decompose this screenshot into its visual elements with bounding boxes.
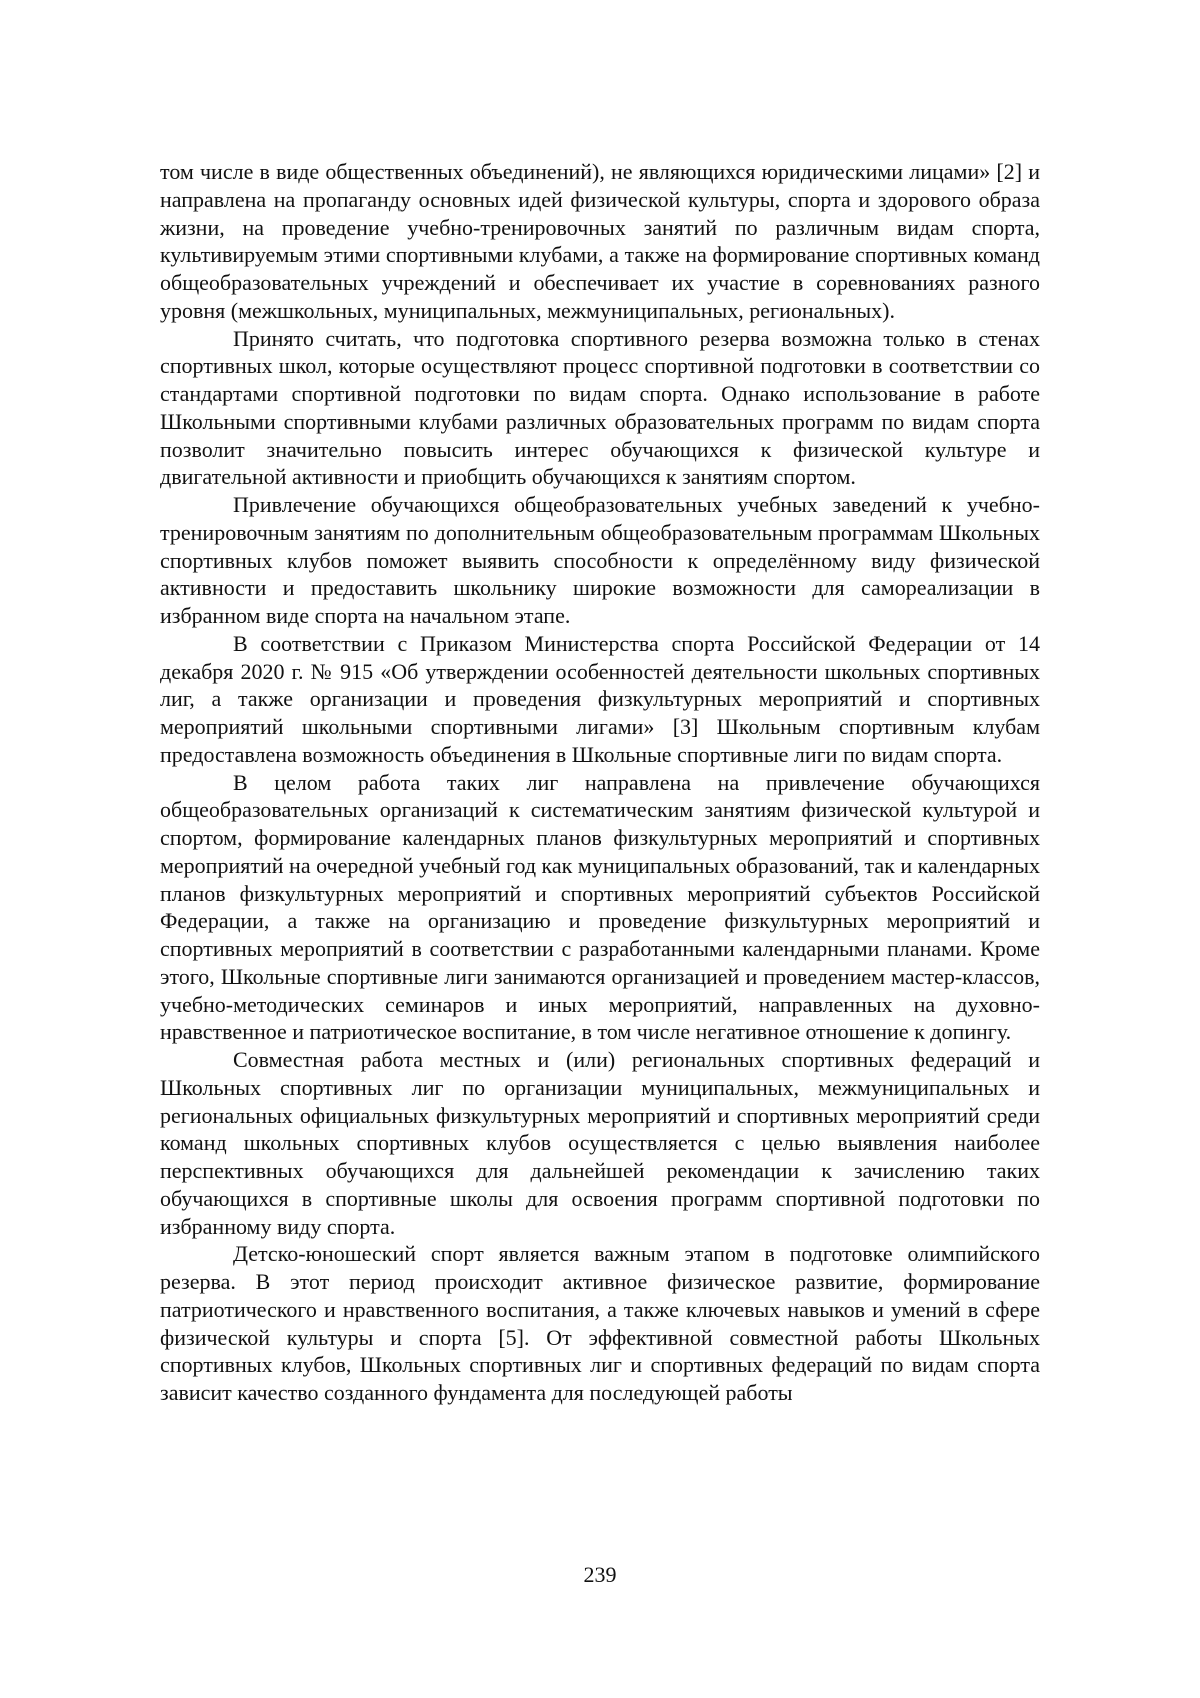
paragraph: Детско-юношеский спорт является важным этапом в подготовке олимпийского резерва. В этот период происходит активное физическое развитие, формирование патриотического и нравственного воспитания, а также ключевых навыков и умений в сфере физической культуры и спорта [5]. От эффективной совместной работы Школьных спортивных клубов, Школьных спортивных лиг и спортивных федераций по видам спорта зависит качество созданного фундамента для последующей работы xyxy=(160,1240,1040,1407)
paragraph: Принято считать, что подготовка спортивного резерва возможна только в стенах спортивных школ, которые осуществляют процесс спортивной подготовки в соответствии со стандартами спортивной подготовки по видам спорта. Однако использование в работе Школьными спортивными клубами различных образовательных программ по видам спорта позволит значительно повысить интерес обучающихся к физической культуре и двигательной активности и приобщить обучающихся к занятиям спортом. xyxy=(160,325,1040,492)
paragraph: В целом работа таких лиг направлена на привлечение обучающихся общеобразовательных организаций к систематическим занятиям физической культурой и спортом, формирование календарных планов физкультурных мероприятий и спортивных мероприятий на очередной учебный год как муниципальных образований, так и календарных планов физкультурных мероприятий и спортивных мероприятий субъектов Российской Федерации, а также на организацию и проведение физкультурных мероприятий и спортивных мероприятий в соответствии с разработанными календарными планами. Кроме этого, Школьные спортивные лиги занимаются организацией и проведением мастер-классов, учебно-методических семинаров и иных мероприятий, направленных на духовно-нравственное и патриотическое воспитание, в том числе негативное отношение к допингу. xyxy=(160,769,1040,1047)
paragraph-continuation: том числе в виде общественных объединений), не являющихся юридическими лицами» [2] и направлена на пропаганду основных идей физической культуры, спорта и здорового образа жизни, на проведение учебно-тренировочных занятий по различным видам спорта, культивируемым этими спортивными клубами, а также на формирование спортивных команд общеобразовательных учреждений и обеспечивает их участие в соревнованиях разного уровня (межшкольных, муниципальных, межмуниципальных, региональных). xyxy=(160,158,1040,325)
paragraph: Привлечение обучающихся общеобразовательных учебных заведений к учебно-тренировочным занятиям по дополнительным общеобразовательным программам Школьных спортивных клубов поможет выявить способности к определённому виду физической активности и предоставить школьнику широкие возможности для самореализации в избранном виде спорта на начальном этапе. xyxy=(160,491,1040,630)
document-body xyxy=(160,158,1040,1407)
page-number: 239 xyxy=(0,1561,1200,1589)
paragraph: Совместная работа местных и (или) региональных спортивных федераций и Школьных спортивных лиг по организации муниципальных, межмуниципальных и региональных официальных физкультурных мероприятий и спортивных мероприятий среди команд школьных спортивных клубов осуществляется с целью выявления наиболее перспективных обучающихся для дальнейшей рекомендации к зачислению таких обучающихся в спортивные школы для освоения программ спортивной подготовки по избранному виду спорта. xyxy=(160,1046,1040,1240)
paragraph: В соответствии с Приказом Министерства спорта Российской Федерации от 14 декабря 2020 г. № 915 «Об утверждении особенностей деятельности школьных спортивных лиг, а также организации и проведения физкультурных мероприятий и спортивных мероприятий школьными спортивными лигами» [3] Школьным спортивным клубам предоставлена возможность объединения в Школьные спортивные лиги по видам спорта. xyxy=(160,630,1040,769)
